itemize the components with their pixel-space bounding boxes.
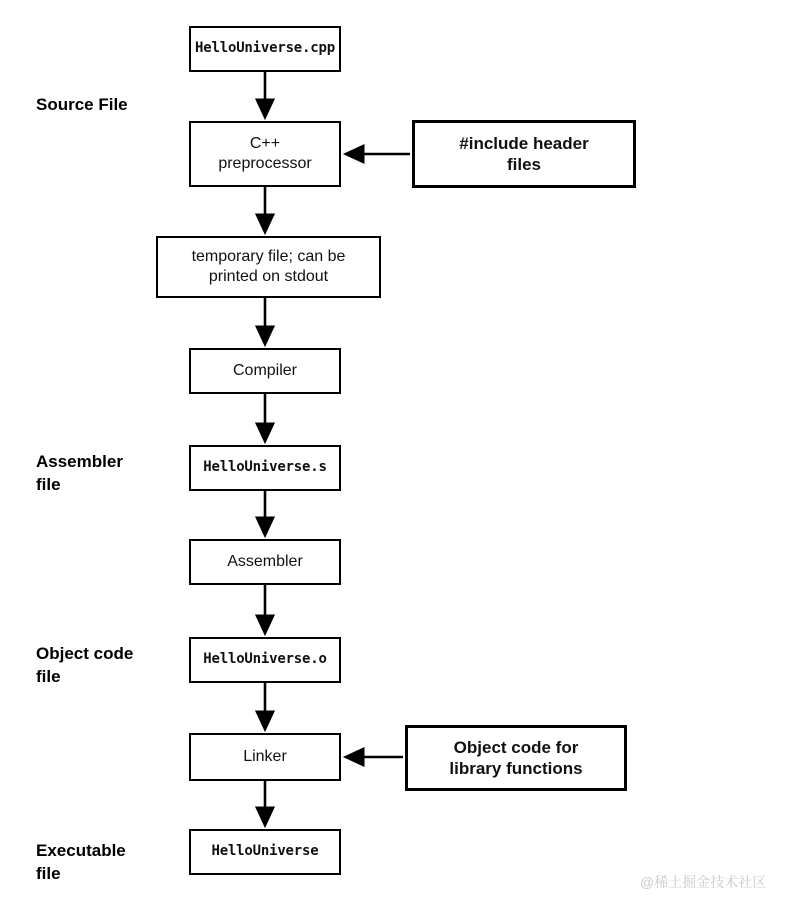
node-object-file[interactable] xyxy=(189,637,341,683)
node-source-file[interactable] xyxy=(189,26,341,72)
node-label: #include header files xyxy=(459,133,589,174)
node-label: HelloUniverse.o xyxy=(203,651,327,668)
side-label-text: Assembler file xyxy=(36,452,123,494)
node-assembler-file[interactable] xyxy=(189,445,341,491)
node-executable[interactable] xyxy=(189,829,341,875)
node-label: Object code for library functions xyxy=(449,737,583,778)
node-label: HelloUniverse.cpp xyxy=(195,40,335,57)
node-assembler[interactable] xyxy=(189,539,341,585)
label-object-code-file xyxy=(36,643,133,689)
node-label: temporary file; can be printed on stdout xyxy=(191,248,346,285)
side-label-text: Source File xyxy=(36,95,128,114)
label-assembler-file xyxy=(36,451,123,497)
node-library-object-code[interactable] xyxy=(405,725,627,791)
node-temporary-file[interactable] xyxy=(156,236,381,298)
label-source-file xyxy=(36,94,128,117)
node-label: Compiler xyxy=(232,362,297,379)
node-label: HelloUniverse xyxy=(211,843,319,860)
node-compiler[interactable] xyxy=(189,348,341,394)
watermark: @稀土掘金技术社区 xyxy=(640,874,767,890)
node-label: C++ preprocessor xyxy=(218,135,312,172)
node-label: Assembler xyxy=(227,553,303,570)
node-label: HelloUniverse.s xyxy=(203,459,327,476)
node-preprocessor[interactable] xyxy=(189,121,341,187)
node-label: Linker xyxy=(243,748,287,765)
side-label-text: Executable file xyxy=(36,841,126,883)
node-include-header-files[interactable] xyxy=(412,120,636,188)
node-linker[interactable] xyxy=(189,733,341,781)
label-executable-file xyxy=(36,840,126,886)
side-label-text: Object code file xyxy=(36,644,134,686)
